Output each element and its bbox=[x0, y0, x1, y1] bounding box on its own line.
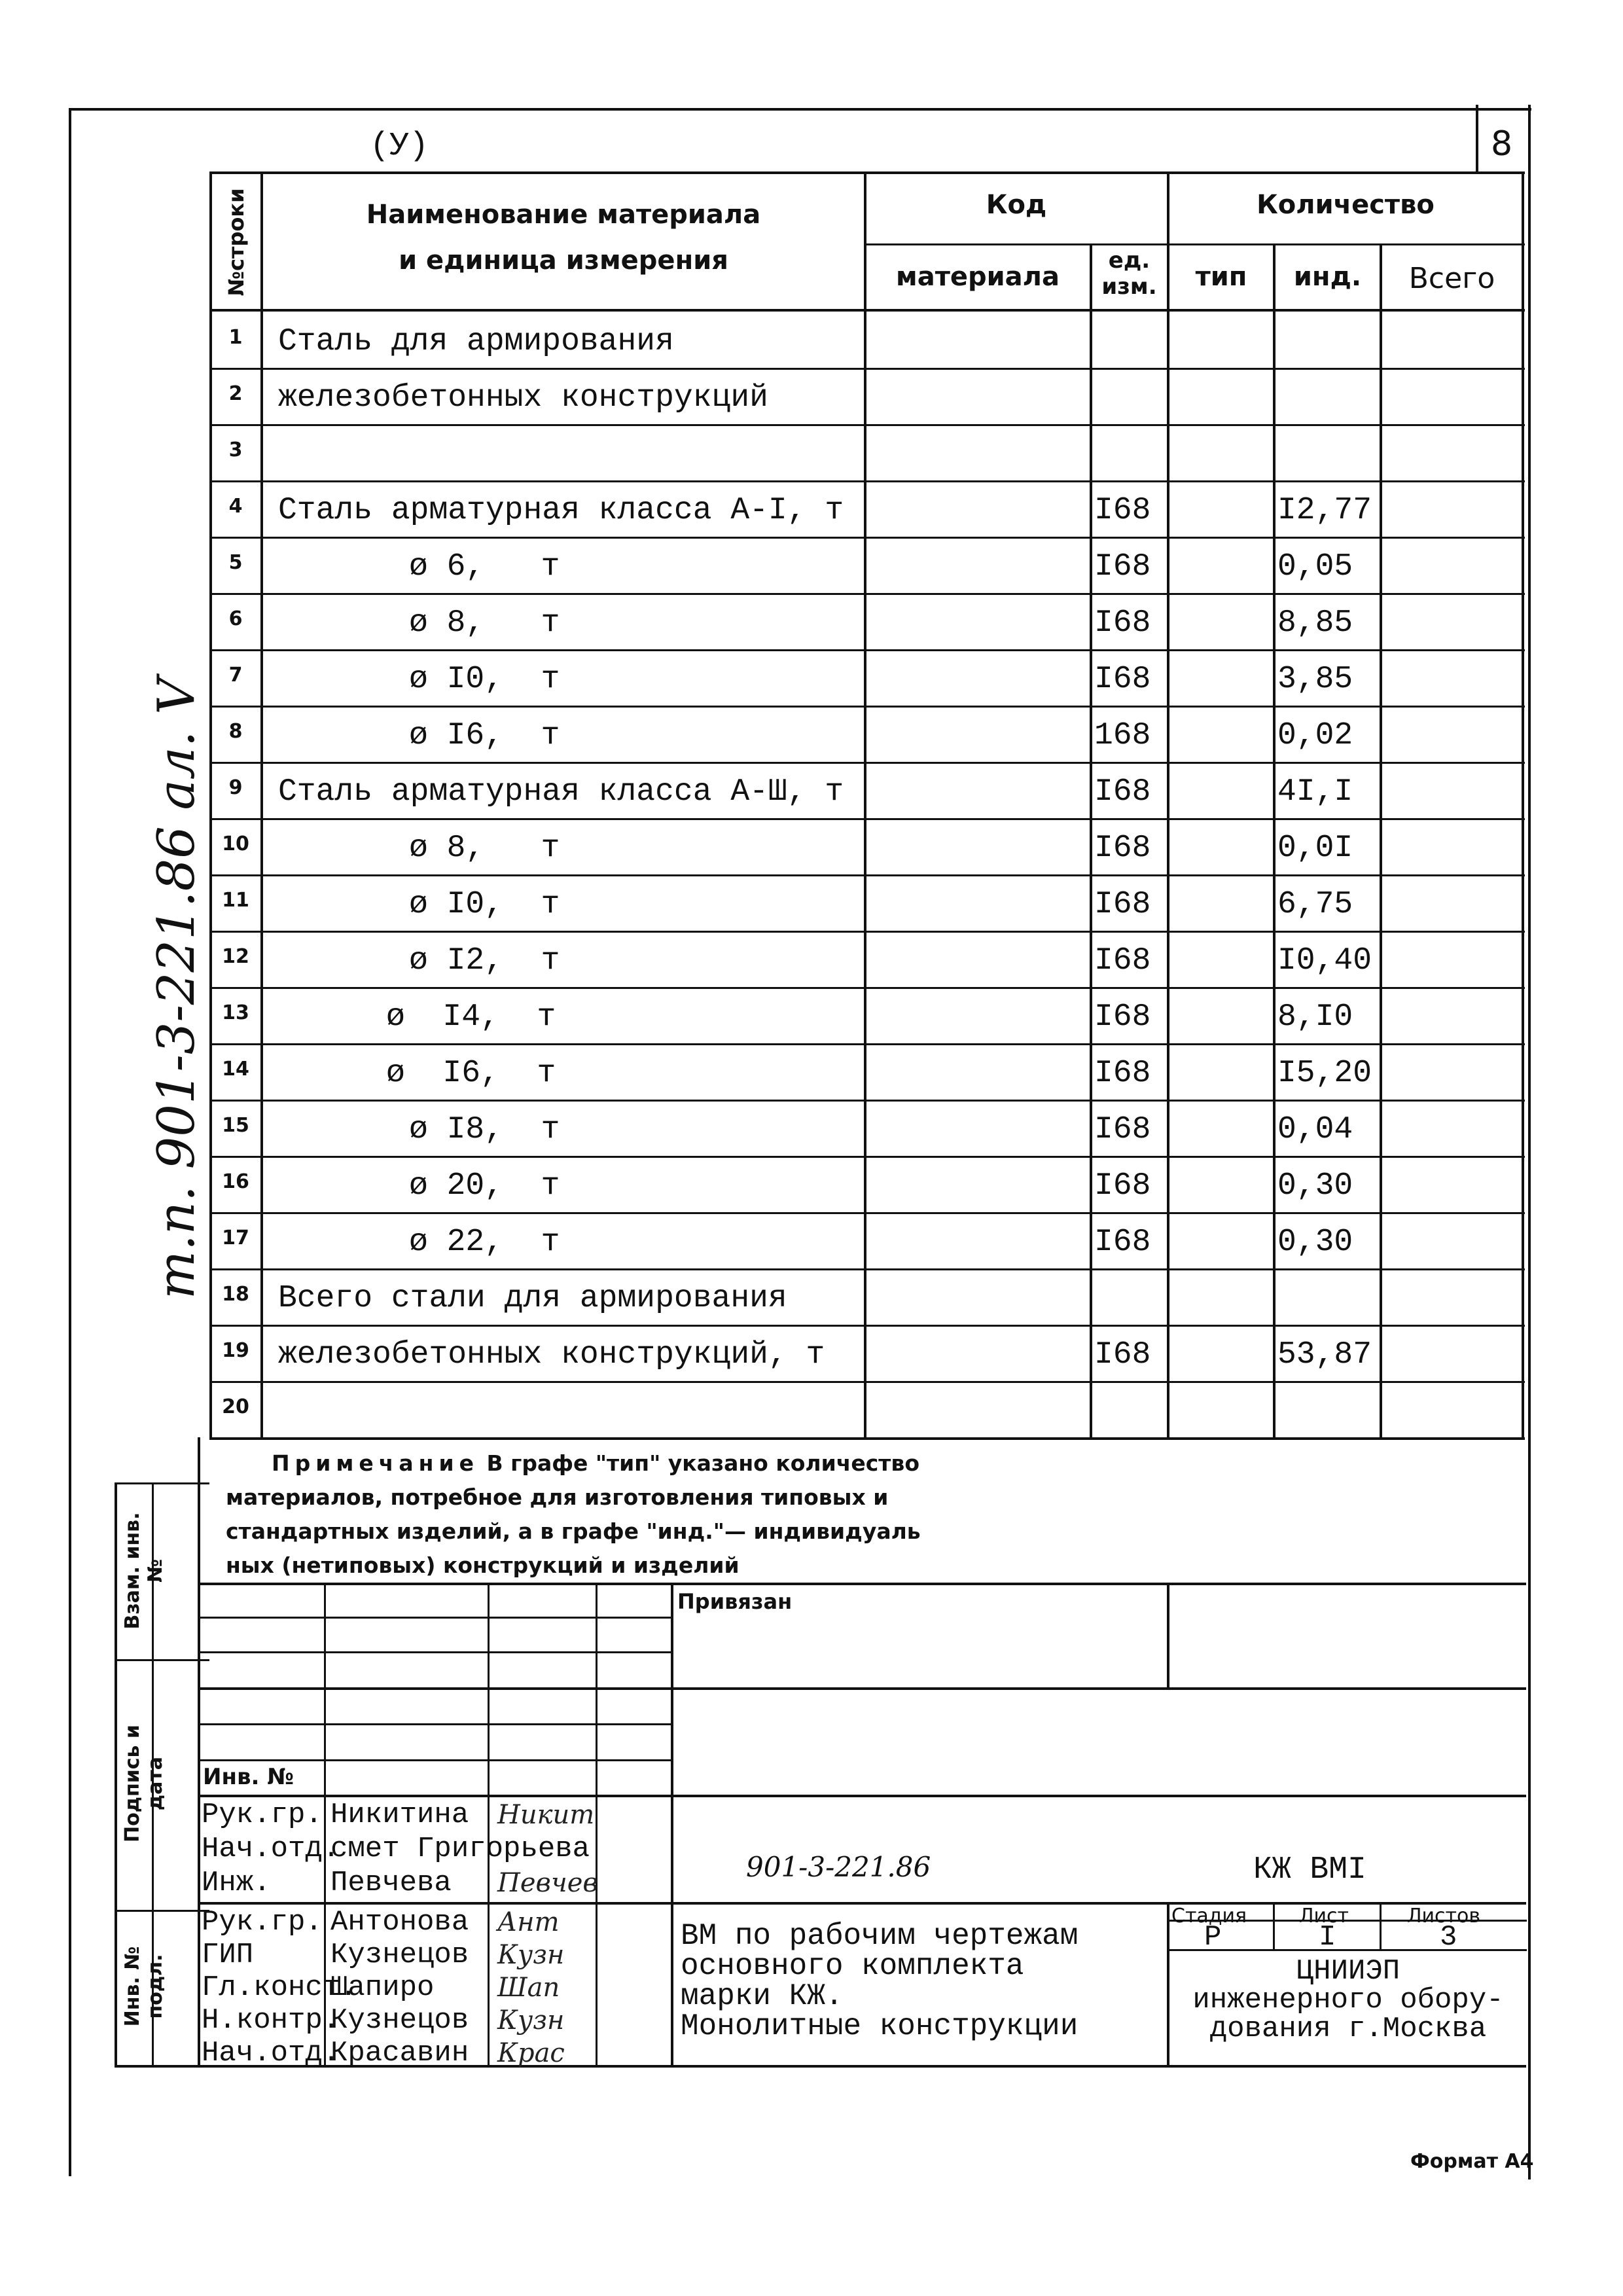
signer-name: Певчева bbox=[330, 1867, 452, 1899]
signature: Никит bbox=[497, 1800, 595, 1830]
margin-inv-podl: Инв. № подл. bbox=[121, 1946, 167, 2027]
note bbox=[226, 1446, 921, 1583]
row-number: 7 bbox=[228, 664, 243, 687]
signer-role: Гл.конст. bbox=[202, 1971, 357, 2004]
row-name: Сталь для армирования bbox=[278, 324, 674, 359]
frame-sheet-number-divider bbox=[1476, 105, 1478, 173]
row-name: ø 6, т bbox=[409, 549, 560, 584]
frame-left bbox=[69, 108, 71, 2176]
col-header-ind: инд. bbox=[1293, 262, 1362, 292]
signer-name: Красавин bbox=[330, 2037, 469, 2070]
side-stamp: т.п. 901-3-221.86 ал. V bbox=[147, 677, 206, 1299]
row-number: 9 bbox=[228, 776, 243, 799]
signer-name: Шапиро bbox=[330, 1971, 435, 2004]
row-unit-code: I68 bbox=[1094, 1056, 1151, 1091]
row-ind-qty: 0,30 bbox=[1277, 1168, 1353, 1204]
row-number: 19 bbox=[222, 1339, 249, 1362]
row-name: ø I6, т bbox=[386, 1056, 556, 1091]
row-unit-code: I68 bbox=[1094, 662, 1151, 697]
row-number: 18 bbox=[222, 1283, 249, 1306]
margin-podpis-data: Подпись и дата bbox=[121, 1725, 167, 1842]
row-name: ø I4, т bbox=[386, 999, 556, 1035]
col-header-typ: тип bbox=[1195, 262, 1247, 292]
row-name: ø 22, т bbox=[409, 1225, 560, 1260]
signer-role: ГИП bbox=[202, 1939, 254, 1971]
sheet-number: 8 bbox=[1491, 124, 1513, 164]
format-label: Формат А4 bbox=[1410, 2150, 1534, 2173]
signer-role: Рук.гр. bbox=[202, 1799, 323, 1831]
row-ind-qty: 8,85 bbox=[1277, 605, 1353, 641]
doc-mark: КЖ ВМI bbox=[1253, 1852, 1366, 1888]
note-title: Примечание bbox=[272, 1450, 479, 1476]
row-unit-code: I68 bbox=[1094, 887, 1151, 922]
col-header-code: Код bbox=[986, 190, 1047, 220]
signature: Певчев bbox=[497, 1868, 598, 1898]
row-ind-qty: 0,04 bbox=[1277, 1112, 1353, 1147]
row-ind-qty: 8,I0 bbox=[1277, 999, 1353, 1035]
col-header-name-2: и единица измерения bbox=[399, 245, 728, 276]
row-ind-qty: 0,02 bbox=[1277, 718, 1353, 753]
row-name: железобетонных конструкций bbox=[278, 380, 768, 416]
note-line-3: стандартных изделий, а в графе "инд."— индивидуаль bbox=[226, 1518, 921, 1544]
row-ind-qty: 4I,I bbox=[1277, 774, 1353, 810]
row-number: 17 bbox=[222, 1227, 249, 1249]
signature: Ант bbox=[497, 1907, 560, 1937]
row-ind-qty: I2,77 bbox=[1277, 493, 1372, 528]
variant-label: (У) bbox=[370, 128, 429, 165]
row-ind-qty: 0,0I bbox=[1277, 831, 1353, 866]
row-number: 6 bbox=[228, 607, 243, 630]
sheet-value: I bbox=[1319, 1921, 1336, 1954]
signature: Крас bbox=[497, 2038, 565, 2068]
row-name: Всего стали для армирования bbox=[278, 1281, 787, 1316]
col-header-unit-1: ед. bbox=[1108, 247, 1150, 274]
row-unit-code: 168 bbox=[1094, 718, 1151, 753]
signer-role: Н.контр. bbox=[202, 2004, 340, 2037]
inv-no-label: Инв. № bbox=[203, 1764, 294, 1790]
sheets-label: Листов bbox=[1407, 1905, 1481, 1928]
margin-vzam-inv: Взам. инв. № bbox=[121, 1512, 167, 1630]
row-number: 16 bbox=[222, 1170, 249, 1193]
row-number: 20 bbox=[222, 1395, 249, 1418]
row-unit-code: I68 bbox=[1094, 1168, 1151, 1204]
row-number: 4 bbox=[228, 495, 243, 518]
col-header-row-no: №строки bbox=[224, 188, 249, 296]
row-name: ø I0, т bbox=[409, 662, 560, 697]
signature: Шап bbox=[497, 1973, 560, 2003]
row-unit-code: I68 bbox=[1094, 831, 1151, 866]
signer-role: Рук.гр. bbox=[202, 1906, 323, 1939]
row-unit-code: I68 bbox=[1094, 999, 1151, 1035]
row-name: ø 8, т bbox=[409, 831, 560, 866]
signature: Кузн bbox=[497, 2005, 565, 2036]
signer-name: Антонова bbox=[330, 1906, 469, 1939]
row-ind-qty: 53,87 bbox=[1277, 1337, 1372, 1372]
col-header-unit-2: изм. bbox=[1101, 274, 1157, 300]
signer-role: Инж. bbox=[202, 1867, 271, 1899]
row-ind-qty: 0,30 bbox=[1277, 1225, 1353, 1260]
row-number: 1 bbox=[228, 326, 243, 349]
signer-role: Нач.отд. bbox=[202, 2037, 340, 2070]
signer-name: Кузнецов bbox=[330, 1939, 469, 1971]
row-number: 11 bbox=[222, 889, 249, 912]
col-header-total: Всего bbox=[1408, 262, 1495, 295]
row-unit-code: I68 bbox=[1094, 1337, 1151, 1372]
signer-name: смет Григорьева bbox=[330, 1833, 590, 1865]
row-unit-code: I68 bbox=[1094, 549, 1151, 584]
doc-title: ВМ по рабочим чертежам основного комплекта марки КЖ. Монолитные конструкции bbox=[681, 1919, 1079, 2043]
row-name: ø I0, т bbox=[409, 887, 560, 922]
row-number: 8 bbox=[228, 720, 243, 743]
stage-value: Р bbox=[1204, 1921, 1222, 1954]
row-name: Сталь арматурная класса А-I, т bbox=[278, 493, 844, 528]
signature: Кузн bbox=[497, 1940, 565, 1970]
row-name: ø I2, т bbox=[409, 943, 560, 978]
signer-role: Нач.отд. bbox=[202, 1833, 340, 1865]
row-unit-code: I68 bbox=[1094, 1225, 1151, 1260]
signer-name: Никитина bbox=[330, 1799, 469, 1831]
row-number: 10 bbox=[222, 833, 249, 855]
row-ind-qty: 3,85 bbox=[1277, 662, 1353, 697]
note-line-4: ных (нетиповых) конструкций и изделий bbox=[226, 1552, 740, 1578]
row-name: Сталь арматурная класса А-Ш, т bbox=[278, 774, 844, 810]
sheet-label: Лист bbox=[1299, 1905, 1349, 1928]
doc-code: 901-3-221.86 bbox=[746, 1851, 931, 1883]
col-header-name: Наименование материала bbox=[366, 200, 761, 230]
row-number: 3 bbox=[228, 439, 243, 461]
row-ind-qty: 6,75 bbox=[1277, 887, 1353, 922]
row-name: железобетонных конструкций, т bbox=[278, 1337, 825, 1372]
sheets-value: 3 bbox=[1440, 1921, 1457, 1954]
organization: ЦНИИЭП инженерного обору- дования г.Москва bbox=[1192, 1955, 1504, 2045]
row-unit-code: I68 bbox=[1094, 605, 1151, 641]
row-unit-code: I68 bbox=[1094, 943, 1151, 978]
row-ind-qty: 0,05 bbox=[1277, 549, 1353, 584]
row-unit-code: I68 bbox=[1094, 1112, 1151, 1147]
row-name: ø 20, т bbox=[409, 1168, 560, 1204]
col-header-material: материала bbox=[896, 262, 1060, 292]
privyazan-label: Привязан bbox=[677, 1589, 793, 1614]
row-name: ø I6, т bbox=[409, 718, 560, 753]
row-name: ø I8, т bbox=[409, 1112, 560, 1147]
row-unit-code: I68 bbox=[1094, 774, 1151, 810]
row-number: 13 bbox=[222, 1001, 249, 1024]
signer-name: Кузнецов bbox=[330, 2004, 469, 2037]
note-line-1: В графе "тип" указано количество bbox=[486, 1450, 919, 1476]
col-header-quantity: Количество bbox=[1257, 190, 1435, 220]
frame-top bbox=[69, 108, 1531, 111]
row-number: 15 bbox=[222, 1114, 249, 1137]
row-number: 14 bbox=[222, 1058, 249, 1081]
row-name: ø 8, т bbox=[409, 605, 560, 641]
row-number: 5 bbox=[228, 551, 243, 574]
frame-right bbox=[1528, 105, 1531, 2179]
row-unit-code: I68 bbox=[1094, 493, 1151, 528]
row-number: 12 bbox=[222, 945, 249, 968]
row-ind-qty: I0,40 bbox=[1277, 943, 1372, 978]
note-line-2: материалов, потребное для изготовления типовых и bbox=[226, 1484, 889, 1510]
row-number: 2 bbox=[228, 382, 243, 405]
stage-label: Стадия bbox=[1171, 1905, 1247, 1928]
row-ind-qty: I5,20 bbox=[1277, 1056, 1372, 1091]
